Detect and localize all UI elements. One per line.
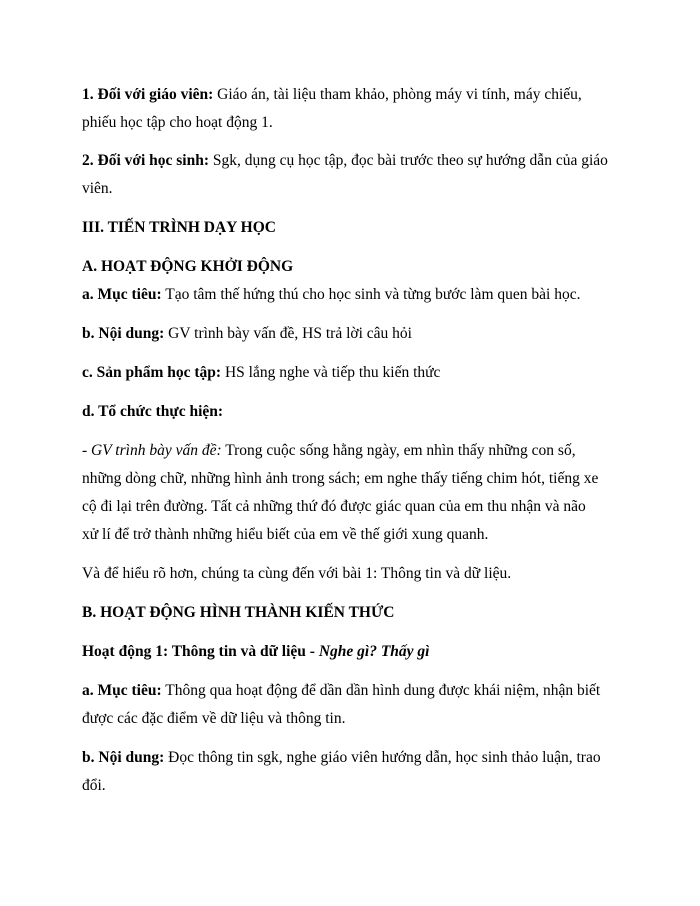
content-label: b. Nội dung: (82, 325, 165, 342)
section-iii-title: III. TIẾN TRÌNH DẠY HỌC (82, 219, 276, 236)
gv-intro: - GV trình bày vấn đề: (82, 442, 222, 459)
b-content-text: Đọc thông tin sgk, nghe giáo viên hướng dẫn, học sinh thảo luận, trao (164, 749, 601, 766)
activity-a-title: A. HOẠT ĐỘNG KHỞI ĐỘNG (82, 258, 294, 275)
teacher-prep-text: Giáo án, tài liệu tham khảo, phòng máy vi tính, máy chiếu, (213, 86, 582, 103)
student-prep-label: 2. Đối với học sinh: (82, 152, 210, 169)
b-content-label: b. Nội dung: (82, 749, 165, 766)
product-text: HS lắng nghe và tiếp thu kiến thức (221, 364, 441, 381)
activity-a-organize-label: d. Tổ chức thực hiện: (82, 403, 224, 420)
teacher-prep-line-2 (82, 113, 273, 133)
product-label: c. Sản phẩm học tập: (82, 364, 222, 381)
activity-a-objective (82, 285, 580, 305)
activity-b-content-line-2: đổi. (82, 777, 106, 794)
teacher-prep-line-1 (82, 85, 582, 105)
subtitle-italic: Nghe gì? Thấy gì (318, 643, 430, 660)
student-prep-line-1 (82, 151, 608, 171)
b-objective-label: a. Mục tiêu: (82, 682, 162, 699)
b-objective-text: Thông qua hoạt động để dần dần hình dung được khái niệm, nhận biết (161, 682, 601, 699)
activity-b-subtitle (82, 642, 430, 662)
teacher-prep-text-cont: phiếu học tập cho hoạt động 1. (82, 114, 273, 131)
activity-b-content-line-1 (82, 748, 601, 768)
teacher-prep-label: 1. Đối với giáo viên: (82, 86, 214, 103)
activity-b-title: B. HOẠT ĐỘNG HÌNH THÀNH KIẾN THỨC (82, 604, 395, 621)
objective-label: a. Mục tiêu: (82, 286, 162, 303)
transition-sentence: Và để hiểu rõ hơn, chúng ta cùng đến với bài 1: Thông tin và dữ liệu. (82, 565, 512, 582)
gv-paragraph-line-2: những dòng chữ, những hình ảnh trong sách; em nghe thấy tiếng chim hót, tiếng xe (82, 470, 599, 487)
activity-a-product (82, 363, 440, 383)
student-prep-text: Sgk, dụng cụ học tập, đọc bài trước theo sự hướng dẫn của giáo (209, 152, 608, 169)
activity-b-objective-line-2: được các đặc điểm về dữ liệu và thông tin. (82, 710, 346, 727)
activity-b-objective-line-1 (82, 681, 600, 701)
content-text: GV trình bày vấn đề, HS trả lời câu hỏi (164, 325, 412, 342)
gv-paragraph-line-4: xử lí để trở thành những hiểu biết của em về thế giới xung quanh. (82, 526, 489, 543)
subtitle-bold: Hoạt động 1: Thông tin và dữ liệu - (82, 643, 319, 660)
gv-text-1: Trong cuộc sống hằng ngày, em nhìn thấy những con số, (221, 442, 576, 459)
gv-paragraph-line-1 (82, 441, 576, 461)
objective-text: Tạo tâm thế hứng thú cho học sinh và từng bước làm quen bài học. (161, 286, 581, 303)
activity-a-content (82, 324, 412, 344)
student-prep-text-cont: viên. (82, 180, 113, 197)
student-prep-line-2 (82, 179, 113, 199)
gv-paragraph-line-3: cộ đi lại trên đường. Tất cả những thứ đó được giác quan của em thu nhận và não (82, 498, 586, 515)
